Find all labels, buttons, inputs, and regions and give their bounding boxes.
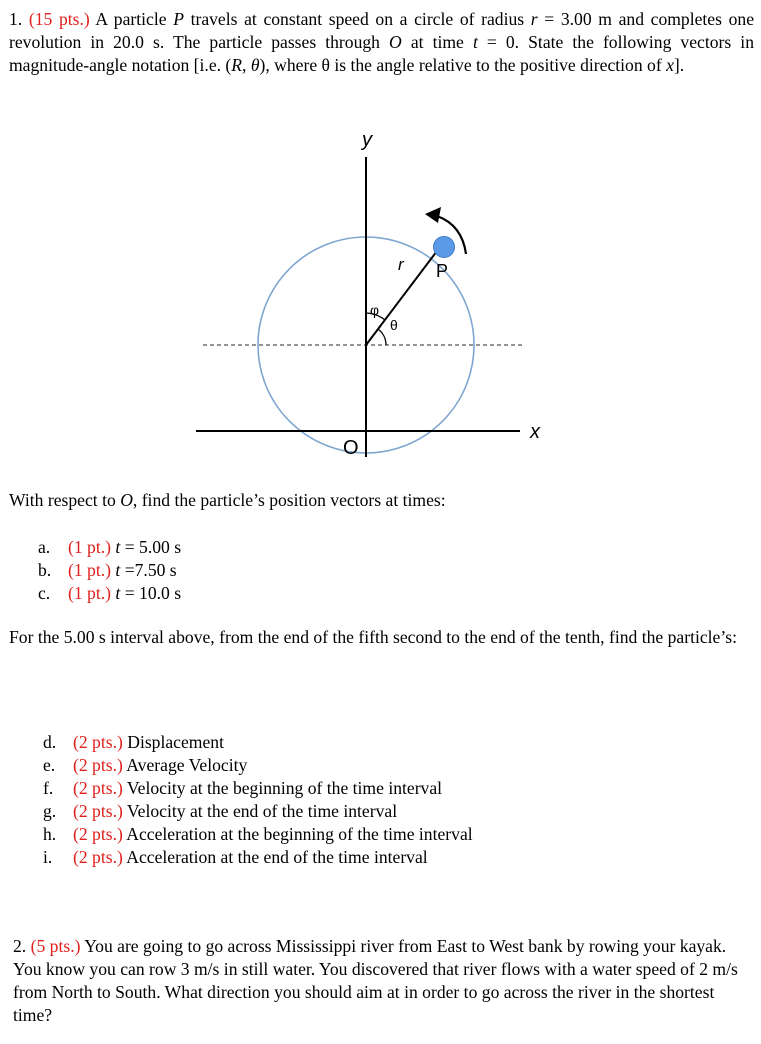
particle-label: P <box>436 261 449 281</box>
item-text: Velocity at the end of the time interval <box>122 801 398 821</box>
list-item <box>43 777 473 800</box>
q1-points: (15 pts.) <box>28 9 90 29</box>
item-label: i. <box>43 847 53 867</box>
q1-text: = 3.00 m and completes one revolution in 20.0 s. The particle passes through <box>9 9 755 52</box>
y-axis-label: y <box>362 129 372 151</box>
q1-text: at time <box>401 32 473 52</box>
list-item <box>43 846 473 869</box>
item-points: (2 pts.) <box>73 732 123 752</box>
item-text: Acceleration at the end of the time interval <box>122 847 428 867</box>
interval-text: For the 5.00 s interval above, from the end of the fifth second to the end of the tenth, find the particle’s: <box>9 627 737 647</box>
list-item <box>38 559 181 582</box>
q1-text: = 0. State the following vectors in magnitude-angle notation [i.e. ( <box>9 32 754 75</box>
item-points: (1 pt.) <box>68 583 111 603</box>
intro-var: O <box>120 490 133 510</box>
item-points: (2 pts.) <box>73 801 123 821</box>
list-item <box>43 754 473 777</box>
q1-var: P <box>173 9 184 29</box>
parts-list <box>43 731 473 869</box>
q1-text: A particle <box>89 9 174 29</box>
item-label: d. <box>43 732 57 752</box>
q2-points: (5 pts.) <box>30 936 81 956</box>
intro-text: , find the particle’s position vectors at times: <box>132 490 446 510</box>
q2-number: 2. <box>13 936 27 956</box>
theta-angle-arc <box>378 329 386 345</box>
q1-var: x <box>666 55 674 75</box>
position-intro <box>9 490 446 511</box>
item-points: (2 pts.) <box>73 778 123 798</box>
q1-text: ]. <box>673 55 685 75</box>
q1-text: ), where θ is the angle relative to the positive direction of <box>259 55 667 75</box>
list-item <box>43 823 473 846</box>
item-label: c. <box>38 583 51 603</box>
item-text: Acceleration at the beginning of the time interval <box>122 824 473 844</box>
intro-text: With respect to <box>9 490 121 510</box>
item-label: h. <box>43 824 57 844</box>
q1-number: 1. <box>9 9 23 29</box>
q1-text: , <box>242 55 251 75</box>
q1-text: travels at constant speed on a circle of radius <box>183 9 531 29</box>
rotation-arrowhead <box>425 207 441 223</box>
x-axis-label: x <box>530 421 540 443</box>
q1-var: R <box>231 55 243 75</box>
item-text: Average Velocity <box>122 755 248 775</box>
q1-var: θ <box>250 55 260 75</box>
item-value: = 5.00 s <box>120 537 182 557</box>
question-2 <box>13 935 743 1027</box>
item-value: =7.50 s <box>120 560 177 580</box>
item-label: b. <box>38 560 52 580</box>
item-text: Displacement <box>122 732 224 752</box>
list-item <box>43 800 473 823</box>
q1-var: t <box>472 32 478 52</box>
list-item <box>38 582 181 605</box>
theta-label: θ <box>390 317 398 333</box>
item-points: (2 pts.) <box>73 847 123 867</box>
phi-label: φ <box>370 302 380 318</box>
radius-label: r <box>398 255 404 274</box>
item-text: Velocity at the beginning of the time interval <box>122 778 443 798</box>
particle-P <box>434 237 455 258</box>
item-value: = 10.0 s <box>120 583 182 603</box>
q2-text: You are going to go across Mississippi river from East to West bank by rowing your kayak. You know you can row 3 m/s in still water. You discovered that river flows with a water speed of 2 m/s from North to South. What direction you should aim at in order to go across the river in the shortest time? <box>13 936 738 1025</box>
item-points: (2 pts.) <box>73 755 123 775</box>
origin-label: O <box>343 437 359 459</box>
item-label: a. <box>38 537 51 557</box>
time-list <box>38 536 181 605</box>
item-var: t <box>115 560 121 580</box>
q1-var: O <box>389 32 402 52</box>
item-var: t <box>115 537 121 557</box>
q1-var: r <box>530 9 538 29</box>
item-label: e. <box>43 755 56 775</box>
list-item <box>43 731 473 754</box>
item-points: (1 pt.) <box>68 537 111 557</box>
item-var: t <box>115 583 121 603</box>
item-label: f. <box>43 778 54 798</box>
list-item <box>38 536 181 559</box>
item-points: (2 pts.) <box>73 824 123 844</box>
item-label: g. <box>43 801 57 821</box>
circle-motion-diagram <box>0 0 761 470</box>
item-points: (1 pt.) <box>68 560 111 580</box>
